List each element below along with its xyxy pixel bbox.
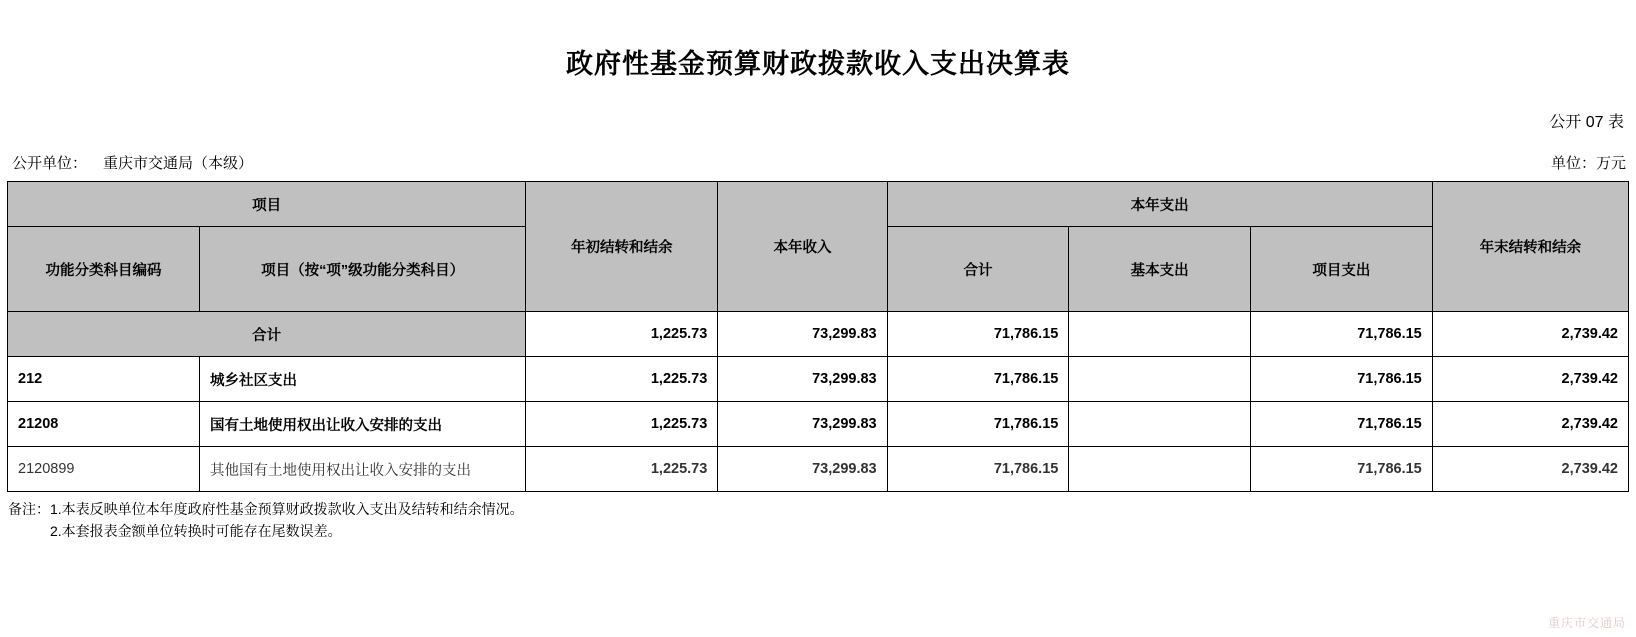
header-expense-total: 合计 xyxy=(887,227,1069,312)
header-year-expense-group: 本年支出 xyxy=(887,182,1432,227)
table-notes xyxy=(0,498,1636,543)
header-project-group: 项目 xyxy=(8,182,526,227)
cell-name: 其他国有土地使用权出让收入安排的支出 xyxy=(200,447,526,492)
note-line-2: 2.本套报表金额单位转换时可能存在尾数误差。 xyxy=(50,523,342,540)
cell-expense-basic xyxy=(1069,402,1251,447)
cell-end-balance: 2,739.42 xyxy=(1432,312,1628,357)
row-total-label: 合计 xyxy=(8,312,526,357)
table-row xyxy=(8,402,1629,447)
table-row xyxy=(8,447,1629,492)
cell-expense-basic xyxy=(1069,447,1251,492)
header-begin-balance: 年初结转和结余 xyxy=(526,182,718,312)
cell-year-income: 73,299.83 xyxy=(718,357,887,402)
page-title: 政府性基金预算财政拨款收入支出决算表 xyxy=(566,49,1070,79)
cell-end-balance: 2,739.42 xyxy=(1432,357,1628,402)
cell-begin-balance: 1,225.73 xyxy=(526,357,718,402)
note-line-1: 备注：1.本表反映单位本年度政府性基金预算财政拨款收入支出及结转和结余情况。 xyxy=(8,501,524,517)
document-page xyxy=(0,42,1636,637)
form-code: 公开 07 表 xyxy=(1549,114,1624,131)
cell-expense-project: 71,786.15 xyxy=(1251,312,1433,357)
cell-begin-balance: 1,225.73 xyxy=(526,402,718,447)
cell-end-balance: 2,739.42 xyxy=(1432,447,1628,492)
cell-expense-total: 71,786.15 xyxy=(887,312,1069,357)
header-year-income: 本年收入 xyxy=(718,182,887,312)
table-row xyxy=(8,357,1629,402)
cell-code: 212 xyxy=(8,357,200,402)
financial-table xyxy=(7,181,1629,492)
cell-expense-total: 71,786.15 xyxy=(887,357,1069,402)
cell-name: 城乡社区支出 xyxy=(200,357,526,402)
unit-info xyxy=(12,152,253,173)
cell-name: 国有土地使用权出让收入安排的支出 xyxy=(200,402,526,447)
watermark: 重庆市交通局 xyxy=(1547,616,1626,630)
amount-unit: 单位：万元 xyxy=(1550,155,1626,172)
cell-end-balance: 2,739.42 xyxy=(1432,402,1628,447)
meta-row xyxy=(0,152,1636,173)
header-expense-project: 项目支出 xyxy=(1251,227,1433,312)
table-row xyxy=(8,312,1629,357)
header-name: 项目（按“项”级功能分类科目） xyxy=(200,227,526,312)
cell-begin-balance: 1,225.73 xyxy=(526,312,718,357)
cell-expense-total: 71,786.15 xyxy=(887,402,1069,447)
cell-expense-total: 71,786.15 xyxy=(887,447,1069,492)
cell-code: 21208 xyxy=(8,402,200,447)
cell-expense-basic xyxy=(1069,312,1251,357)
cell-year-income: 73,299.83 xyxy=(718,312,887,357)
header-expense-basic: 基本支出 xyxy=(1069,227,1251,312)
cell-code: 2120899 xyxy=(8,447,200,492)
cell-expense-project: 71,786.15 xyxy=(1251,357,1433,402)
header-end-balance: 年末结转和结余 xyxy=(1432,182,1628,312)
cell-begin-balance: 1,225.73 xyxy=(526,447,718,492)
cell-expense-basic xyxy=(1069,357,1251,402)
cell-year-income: 73,299.83 xyxy=(718,402,887,447)
cell-expense-project: 71,786.15 xyxy=(1251,447,1433,492)
unit-label: 公开单位： xyxy=(12,155,88,172)
header-code: 功能分类科目编码 xyxy=(8,227,200,312)
cell-year-income: 73,299.83 xyxy=(718,447,887,492)
cell-expense-project: 71,786.15 xyxy=(1251,402,1433,447)
unit-value: 重庆市交通局（本级） xyxy=(103,155,254,172)
